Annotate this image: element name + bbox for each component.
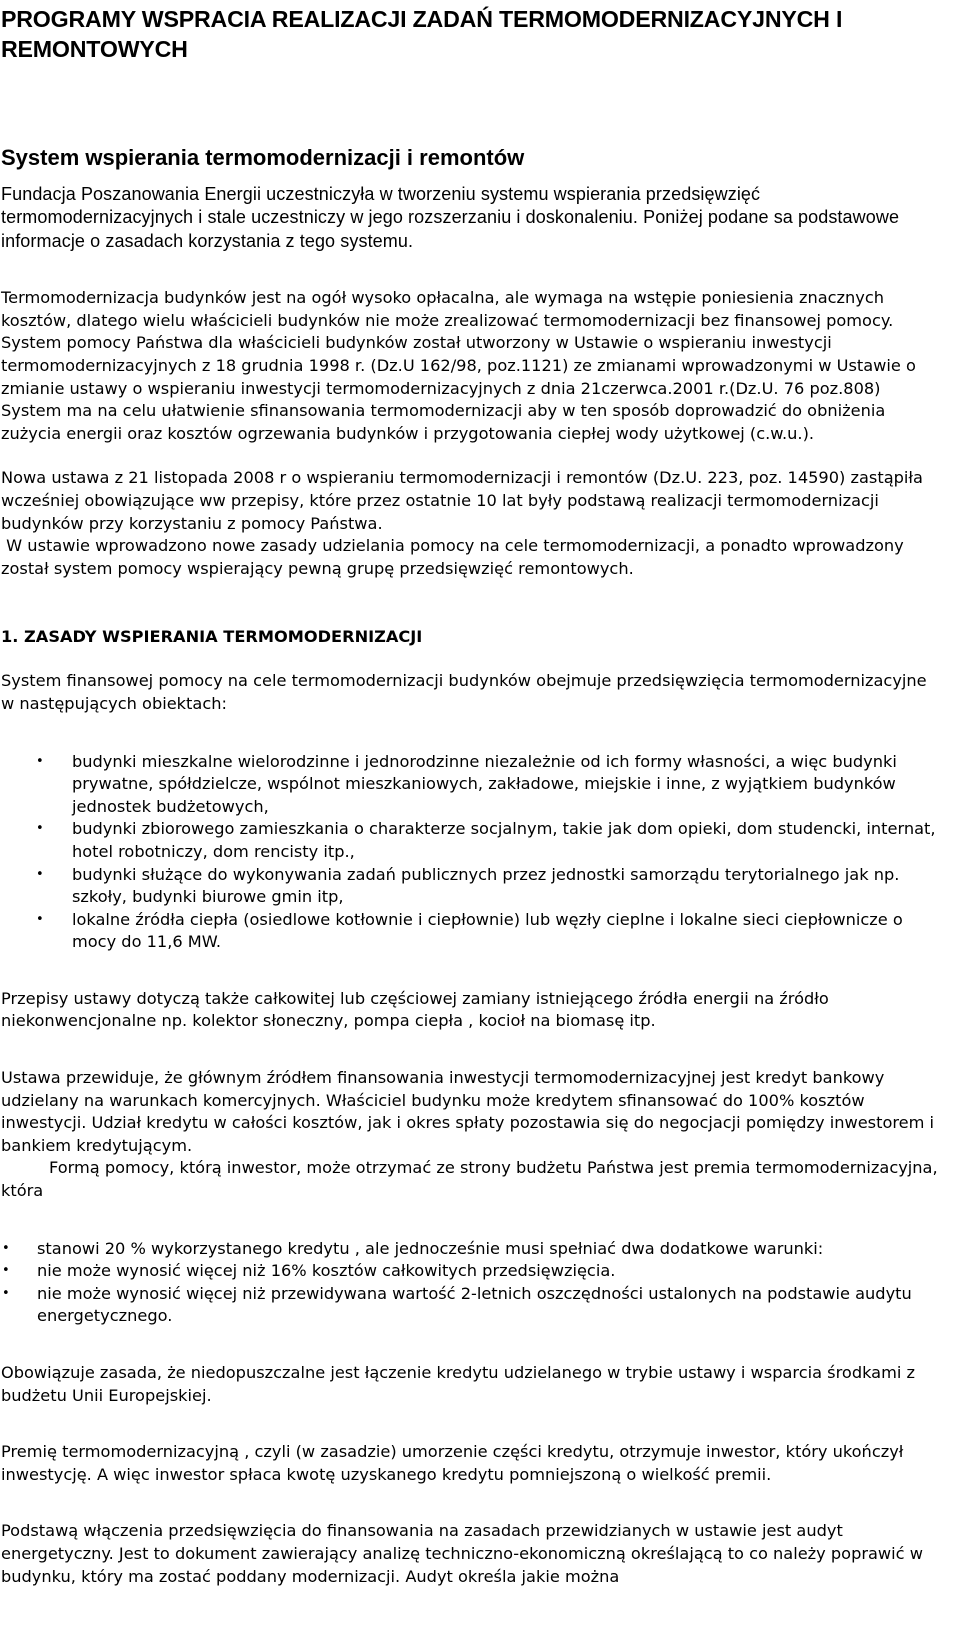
premium-conditions-list <box>1 1238 940 1328</box>
list-item <box>1 751 940 819</box>
paragraph-audyt: Podstawą włączenia przedsięwzięcia do finansowania na zasadach przewidzianych w ustawie jest audyt energetyczny. Jest to dokument zawierający analizę techniczno-ekonomiczną określającą to co należy poprawić w budynku, który ma zostać poddany modernizacji. Audyt określa jakie można <box>1 1521 923 1586</box>
list-item-text: lokalne źródła ciepła (osiedlowe kotłownie i ciepłownie) lub węzły cieplne i lokalne sieci ciepłownicze o mocy do 11,6 MW. <box>72 909 903 952</box>
document-title: PROGRAMY WSPRACIA REALIZACJI ZADAŃ TERMOMODERNIZACYJNYCH I REMONTOWYCH <box>1 6 843 62</box>
bullet-icon: • <box>36 821 44 837</box>
paragraph-forma-pomocy: Formą pomocy, którą inwestor, może otrzymać ze strony budżetu Państwa jest premia termomodernizacyjna, która <box>1 1158 938 1201</box>
bullet-icon: • <box>36 911 44 927</box>
list-item-text: stanowi 20 % wykorzystanego kredytu , ale jednocześnie musi spełniać dwa dodatkowe warunki: <box>37 1238 824 1258</box>
bullet-icon: • <box>2 1263 10 1279</box>
paragraph-zasada-laczenia: Obowiązuje zasada, że niedopuszczalne jest łączenie kredytu udzielanego w trybie ustawy i wsparcia środkami z budżetu Unii Europejskiej. <box>1 1363 916 1405</box>
list-item-text: budynki służące do wykonywania zadań publicznych przez jednostki samorządu terytorialnego jak np. szkoły, budynki biurowe gmin itp, <box>72 864 900 907</box>
paragraph-system-finansowej-pomocy: System finansowej pomocy na cele termomodernizacji budynków obejmuje przedsięwzięcia termomodernizacyjne w następujących obiektach: <box>1 671 927 713</box>
paragraph-ustawa-przewiduje: Ustawa przewiduje, że głównym źródłem finansowania inwestycji termomodernizacyjnej jest kredyt bankowy udzielany na warunkach komercyjnych. Właściciel budynku może kredytem sfinansować do 100% kosztów inwestycji. Udział kredytu w całości kosztów, jak i okres spłaty pozostawia się do negocjacji pomiędzy inwestorem i bankiem kredytującym. <box>1 1068 935 1155</box>
paragraph-premia: Premię termomodernizacyjną , czyli (w zasadzie) umorzenie części kredytu, otrzymuje inwestor, który ukończył inwestycję. A więc inwestor spłaca kwotę uzyskanego kredytu pomniejszoną o wielkość premii. <box>1 1442 904 1484</box>
list-item <box>1 818 940 863</box>
paragraph-termomodernizacja: Termomodernizacja budynków jest na ogół wysoko opłacalna, ale wymaga na wstępie poniesienia znacznych kosztów, dlatego wielu właścicieli budynków nie może zrealizować termomodernizacji bez finansowej pomocy. System pomocy Państwa dla właścicieli budynków został utworzony w Ustawie o wspieraniu inwestycji termomodernizacyjnych z 18 grudnia 1998 r. (Dz.U 162/98, poz.1121) ze zmianami wprowadzonymi w Ustawie o zmianie ustawy o wspieraniu inwestycji termomodernizacyjnych z dnia 21czerwca.2001 r.(Dz.U. 76 poz.808) System ma na celu ułatwienie sfinansowania termomodernizacji aby w ten sposób doprowadzić do obniżenia zużycia energii oraz kosztów ogrzewania budynków i przygotowania ciepłej wody użytkowej (c.w.u.). <box>1 288 916 443</box>
bullet-icon: • <box>2 1240 10 1256</box>
intro-paragraph: Fundacja Poszanowania Energii uczestniczyła w tworzeniu systemu wspierania przedsięwzięć termomodernizacyjnych i stale uczestniczy w jego rozszerzaniu i doskonaleniu. Poniżej podane sa podstawowe informacje o zasadach korzystania z tego systemu. <box>1 184 900 251</box>
paragraph-nowe-zasady: W ustawie wprowadzono nowe zasady udzielania pomocy na cele termomodernizacji, a ponadto wprowadzony został system pomocy wspierający pewną grupę przedsięwzięć remontowych. <box>1 536 909 578</box>
paragraph-przepisy: Przepisy ustawy dotyczą także całkowitej lub częściowej zamiany istniejącego źródła energii na źródło niekonwencjonalne np. kolektor słoneczny, pompa ciepła , kocioł na biomasę itp. <box>1 988 829 1031</box>
bullet-icon: • <box>2 1285 10 1301</box>
list-item-text: nie może wynosić więcej niż przewidywana wartość 2-letnich oszczędności ustalonych na podstawie audytu energetycznego. <box>37 1283 912 1326</box>
section-heading-zasady: 1. ZASADY WSPIERANIA TERMOMODERNIZACJI <box>1 627 423 647</box>
list-item <box>1 1260 940 1283</box>
document-page <box>0 4 960 1588</box>
list-item-text: budynki zbiorowego zamieszkania o charakterze socjalnym, takie jak dom opieki, dom studencki, internat, hotel robotniczy, dom rencisty itp., <box>72 819 936 861</box>
section-subtitle: System wspierania termomodernizacji i remontów <box>1 145 525 170</box>
list-item <box>1 1238 940 1261</box>
list-item <box>1 909 940 954</box>
list-item <box>1 1283 940 1328</box>
objects-list <box>1 751 940 954</box>
list-item <box>1 864 940 909</box>
bullet-icon: • <box>36 866 44 882</box>
paragraph-nowa-ustawa: Nowa ustawa z 21 listopada 2008 r o wspieraniu termomodernizacji i remontów (Dz.U. 223, poz. 14590) zastąpiła wcześniej obowiązujące ww przepisy, które przez ostatnie 10 lat były podstawą realizacji termomodernizacji budynków przy korzystaniu z pomocy Państwa. <box>1 468 923 533</box>
bullet-icon: • <box>36 753 44 769</box>
list-item-text: budynki mieszkalne wielorodzinne i jednorodzinne niezależnie od ich formy własności, a więc budynki prywatne, spółdzielcze, wspólnot mieszkaniowych, zakładowe, miejskie i inne, z wyjątkiem budynków jednostek budżetowych, <box>72 751 897 816</box>
list-item-text: nie może wynosić więcej niż 16% kosztów całkowitych przedsięwzięcia. <box>37 1261 616 1281</box>
